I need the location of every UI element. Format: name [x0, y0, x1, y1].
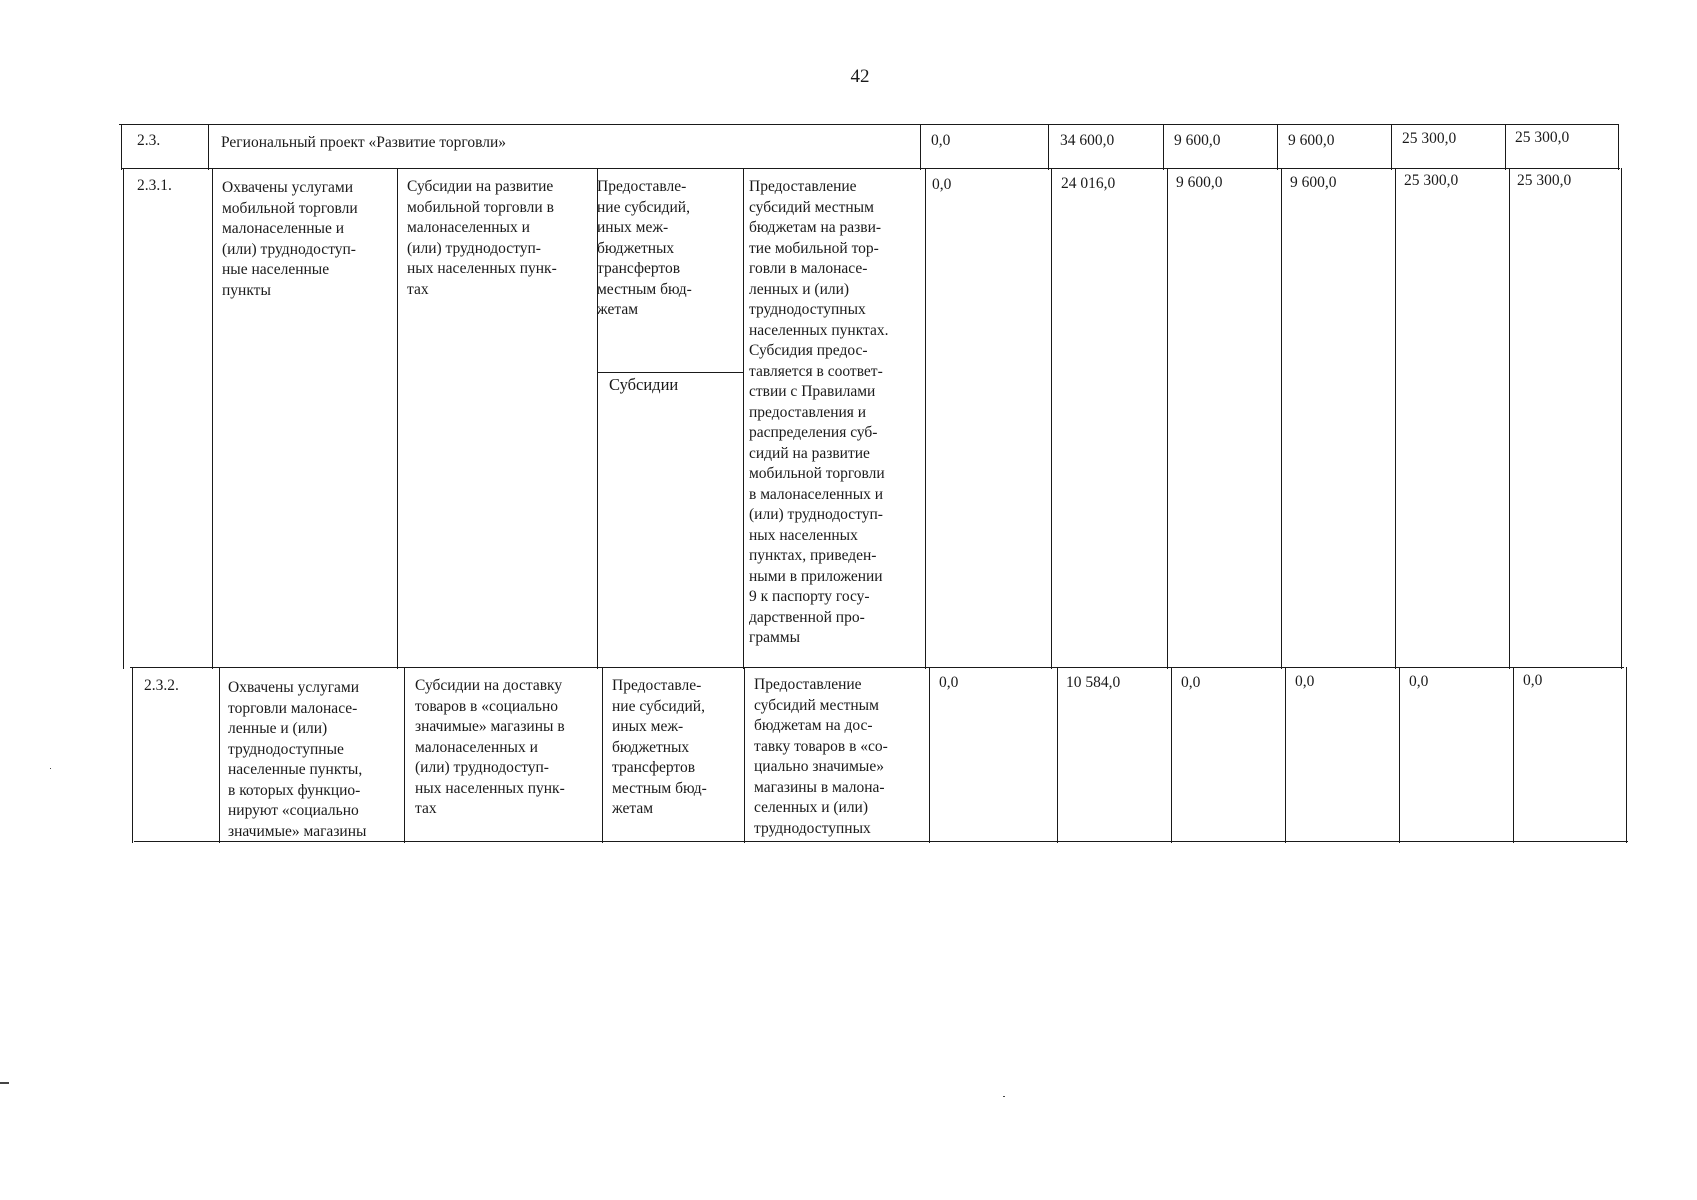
column-divider: [1513, 667, 1514, 843]
column-divider: [397, 168, 398, 669]
scan-mark: [50, 768, 51, 769]
type-text: Предоставле- ние субсидий, иных меж- бюджетных трансфертов местным бюд- жетам: [597, 178, 692, 318]
value-cell: 9 600,0: [1290, 174, 1337, 191]
value-cell: 0,0: [1523, 672, 1543, 689]
value-cell: 0,0: [939, 674, 959, 691]
column-divider: [132, 667, 133, 843]
table-border-right: [1618, 124, 1619, 170]
subcell-divider: [597, 372, 744, 373]
value-cell: 34 600,0: [1060, 132, 1115, 149]
value-cell: 25 300,0: [1402, 130, 1457, 147]
value-cell: 9 600,0: [1174, 132, 1221, 149]
value-cell: 25 300,0: [1404, 172, 1459, 189]
column-divider: [212, 168, 213, 669]
result-text: Охвачены услугами торговли малонасе- ленные и (или) труднодоступные населенные пункты, в которых функцио- нируют «социально значимые» магазины: [228, 679, 367, 840]
scan-mark: [0, 1082, 9, 1084]
measure-text: Субсидии на развитие мобильной торговли в малонаселенных и (или) труднодоступ- ных населенных пунк- тах: [407, 178, 557, 298]
value-cell: 0,0: [1409, 673, 1429, 690]
column-divider: [929, 667, 930, 843]
value-cell: 9 600,0: [1288, 132, 1335, 149]
column-divider: [743, 168, 744, 669]
row-number: 2.3.2.: [144, 677, 179, 694]
column-divider: [1399, 667, 1400, 843]
row-number: 2.3.: [137, 132, 161, 149]
page-number: 42: [850, 66, 870, 87]
value-cell: 0,0: [1295, 673, 1315, 690]
description-text: Предоставление субсидий местным бюджетам на дос- тавку товаров в «со- циально значимые» магазины в малона- селенных и (или) труднодоступных: [754, 676, 888, 837]
column-divider: [1509, 168, 1510, 669]
column-divider: [1057, 667, 1058, 843]
column-divider: [208, 124, 209, 170]
subtype-text: Субсидии: [609, 375, 679, 394]
column-divider: [925, 168, 926, 669]
column-divider: [1391, 124, 1392, 170]
value-cell: 10 584,0: [1066, 674, 1121, 691]
column-divider: [1285, 667, 1286, 843]
column-divider: [1281, 168, 1282, 669]
type-text: Предоставле- ние субсидий, иных меж- бюджетных трансфертов местным бюд- жетам: [612, 677, 707, 817]
row-number: 2.3.1.: [137, 177, 172, 194]
measure-text: Субсидии на доставку товаров в «социально значимые» магазины в малонаселенных и (или) труднодоступ- ных населенных пунк- тах: [415, 677, 565, 817]
column-divider: [602, 667, 603, 843]
row-title: Региональный проект «Развитие торговли»: [221, 134, 507, 151]
column-divider: [404, 667, 405, 843]
value-cell: 9 600,0: [1176, 174, 1223, 191]
column-divider: [1171, 667, 1172, 843]
table-border-top: [119, 124, 1618, 125]
scan-mark: [1003, 1096, 1005, 1097]
value-cell: 0,0: [932, 176, 952, 193]
column-divider: [1167, 168, 1168, 669]
column-divider: [1048, 124, 1049, 170]
table-border-right: [1626, 667, 1627, 843]
table-border-right: [1621, 168, 1622, 669]
value-cell: 25 300,0: [1517, 172, 1572, 189]
column-divider: [123, 168, 124, 669]
result-text: Охвачены услугами мобильной торговли малонаселенные и (или) труднодоступ- ные населенные пункты: [222, 179, 358, 299]
value-cell: 0,0: [931, 132, 951, 149]
description-text: Предоставление субсидий местным бюджетам на разви- тие мобильной тор- говли в малонасе- ленных и (или) труднодоступных населенных пунктах. Субсидия предос- тавляется в соответ- ствии с Правилами предоставления и распределения суб- сидий на развитие мобильной торговли в малонаселенных и (или) труднодоступ- ных населенных пунктах, приведен- ными в приложении 9 к паспорту госу- дарственной про- граммы: [749, 178, 889, 646]
column-divider: [1163, 124, 1164, 170]
column-divider: [1505, 124, 1506, 170]
value-cell: 0,0: [1181, 674, 1201, 691]
value-cell: 24 016,0: [1061, 175, 1116, 192]
value-cell: 25 300,0: [1515, 129, 1570, 146]
column-divider: [219, 667, 220, 843]
column-divider: [1395, 168, 1396, 669]
column-divider: [744, 667, 745, 843]
column-divider: [1277, 124, 1278, 170]
column-divider: [1051, 168, 1052, 669]
column-divider: [920, 124, 921, 170]
column-divider: [121, 124, 122, 170]
